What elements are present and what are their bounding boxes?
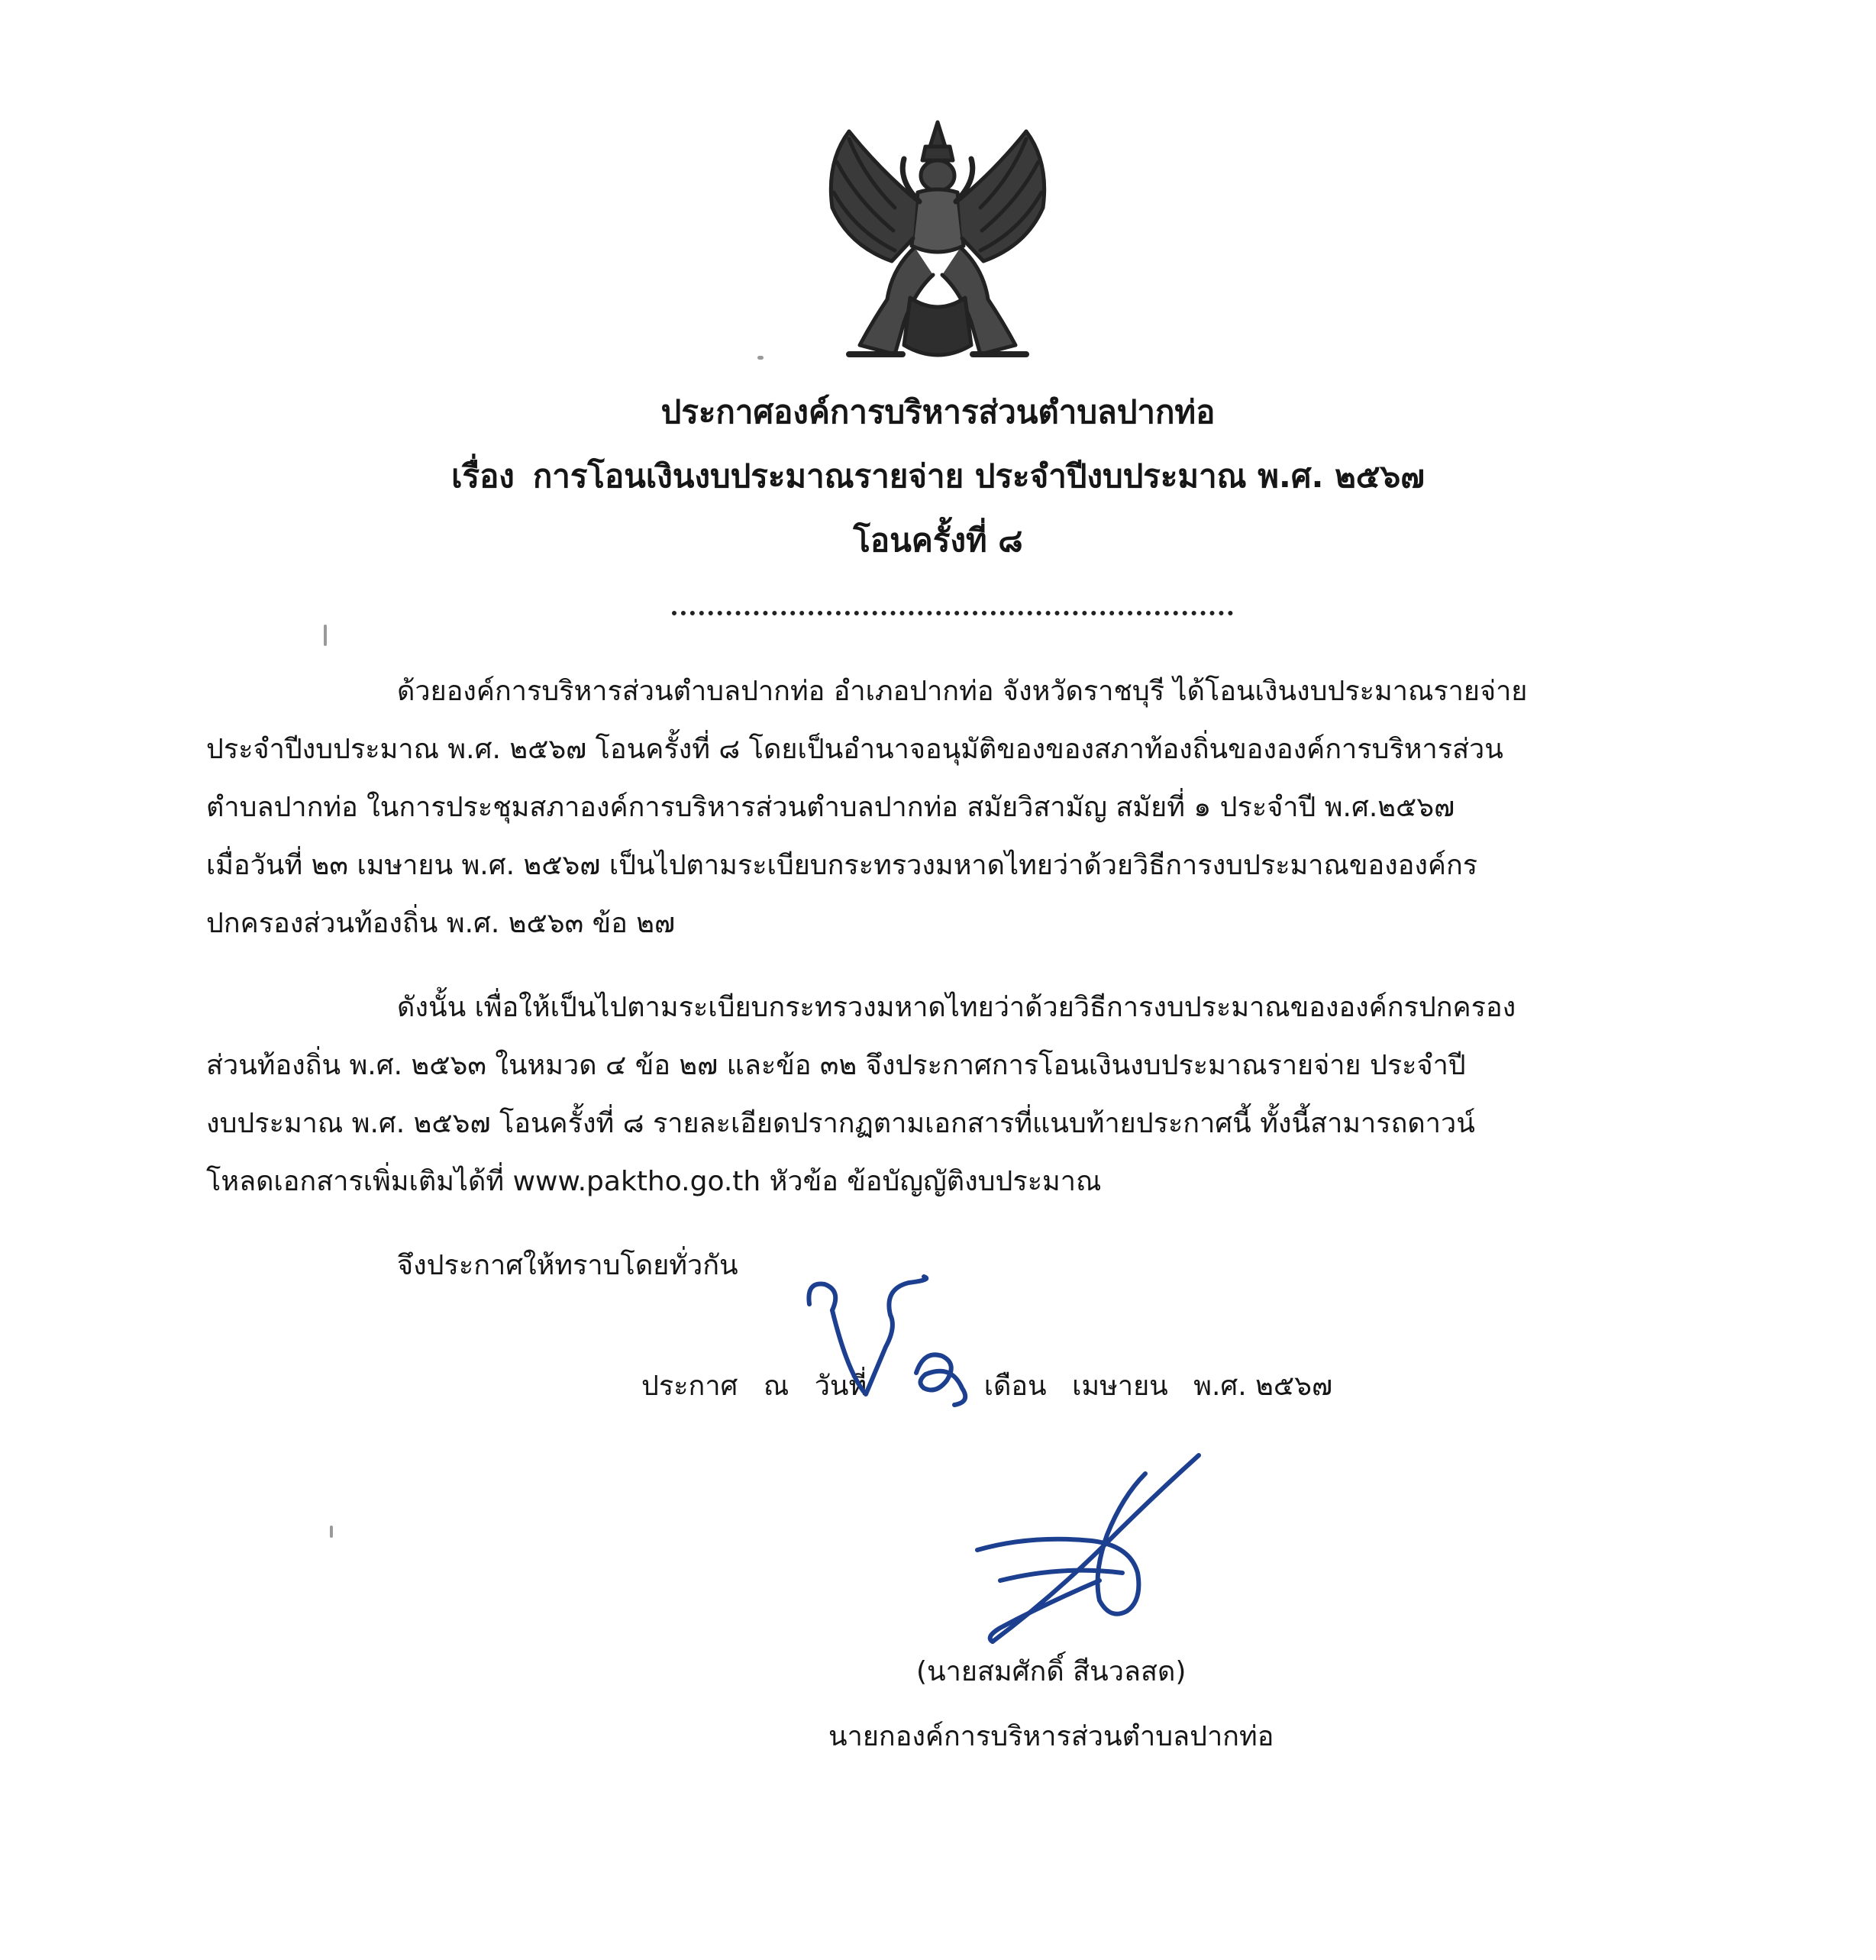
paragraph-1-line: ตำบลปากท่อ ในการประชุมสภาองค์การบริหารส่วนตำบลปากท่อ สมัยวิสามัญ สมัยที่ ๑ ประจำปี พ.ศ.๒๕๖๗ xyxy=(206,792,1455,823)
transfer-round: โอนครั้งที่ ๘ xyxy=(853,521,1023,559)
paragraph-2-line: งบประมาณ พ.ศ. ๒๕๖๗ โอนครั้งที่ ๘ รายละเอียดปรากฏตามเอกสารที่แนบท้ายประกาศนี้ ทั้งนี้สามารถดาวน์ xyxy=(206,1108,1475,1139)
scan-speck xyxy=(330,1526,333,1538)
subject-title xyxy=(0,454,1876,499)
garuda-emblem-icon xyxy=(819,116,1057,370)
paragraph-2 xyxy=(206,979,1687,1211)
dotted-divider xyxy=(672,611,1233,615)
month-value: เมษายน xyxy=(1072,1371,1168,1402)
month-label: เดือน xyxy=(983,1371,1047,1402)
handwritten-day xyxy=(802,1274,985,1411)
paragraph-2-line: โหลดเอกสารเพิ่มเติมได้ที่ www.paktho.go.th หัวข้อ ข้อบัญญัติงบประมาณ xyxy=(206,1166,1102,1197)
day-label: วันที่ xyxy=(814,1371,867,1402)
signer-position: นายกองค์การบริหารส่วนตำบลปากท่อ xyxy=(828,1721,1274,1752)
handwritten-signature xyxy=(954,1451,1245,1649)
signer-name: (นายสมศักดิ์ สีนวลสด) xyxy=(916,1656,1187,1687)
paragraph-1-line: ด้วยองค์การบริหารส่วนตำบลปากท่อ อำเภอปากท่อ จังหวัดราชบุรี ได้โอนเงินงบประมาณรายจ่าย xyxy=(397,676,1528,707)
paragraph-1 xyxy=(206,663,1687,953)
scan-speck xyxy=(757,356,764,360)
paragraph-1-line: เมื่อวันที่ ๒๓ เมษายน พ.ศ. ๒๕๖๗ เป็นไปตามระเบียบกระทรวงมหาดไทยว่าด้วยวิธีการงบประมาณขององค์กร xyxy=(206,850,1478,881)
subject-text: การโอนเงินงบประมาณรายจ่าย ประจำปีงบประมาณ พ.ศ. ๒๕๖๗ xyxy=(532,457,1425,495)
date-prefix: ประกาศ xyxy=(641,1371,738,1402)
paragraph-2-line: ดังนั้น เพื่อให้เป็นไปตามระเบียบกระทรวงมหาดไทยว่าด้วยวิธีการงบประมาณขององค์กรปกครอง xyxy=(397,992,1516,1023)
year-value: พ.ศ. ๒๕๖๗ xyxy=(1193,1371,1333,1402)
date-at: ณ xyxy=(763,1371,789,1402)
paragraph-1-line: ประจำปีงบประมาณ พ.ศ. ๒๕๖๗ โอนครั้งที่ ๘ โดยเป็นอำนาจอนุมัติของของสภาท้องถิ่นขององค์การบริหารส่วน xyxy=(206,734,1503,765)
scan-speck xyxy=(324,625,327,646)
subject-label: เรื่อง xyxy=(451,457,515,495)
paragraph-1-line: ปกครองส่วนท้องถิ่น พ.ศ. ๒๕๖๓ ข้อ ๒๗ xyxy=(206,908,676,939)
date-line xyxy=(641,1364,1349,1409)
issuer-title: ประกาศองค์การบริหารส่วนตำบลปากท่อ xyxy=(660,393,1216,431)
paragraph-2-line: ส่วนท้องถิ่น พ.ศ. ๒๕๖๓ ในหมวด ๔ ข้อ ๒๗ และข้อ ๓๒ จึงประกาศการโอนเงินงบประมาณรายจ่าย ประจำปี xyxy=(206,1050,1466,1081)
announcement-closing: จึงประกาศให้ทราบโดยทั่วกัน xyxy=(397,1250,738,1281)
